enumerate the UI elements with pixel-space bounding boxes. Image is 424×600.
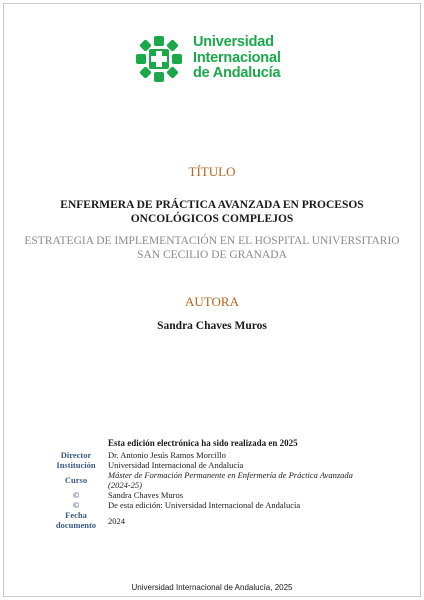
value-copyright-1: Sandra Chaves Muros: [108, 490, 184, 500]
author-name: Sandra Chaves Muros: [157, 320, 267, 332]
thesis-title: [0, 198, 424, 226]
logo-line-3: de Andalucía: [193, 65, 281, 81]
author-heading: AUTORA: [185, 294, 239, 309]
university-logo: [133, 33, 293, 83]
metadata-values: [108, 450, 353, 526]
value-institution: Universidad Internacional de Andalucía: [108, 460, 244, 470]
label-copyright-2: ©: [72, 500, 80, 510]
logo-line-1: Universidad: [193, 34, 274, 50]
logo-line-2: Internacional: [193, 49, 281, 66]
title-heading: TÍTULO: [188, 164, 236, 179]
thesis-subtitle-line-2: SAN CECILIO DE GRANADA: [137, 249, 287, 261]
logo-text: [193, 35, 281, 82]
university-emblem-icon: [133, 33, 185, 85]
page-footer: Universidad Internacional de Andalucía, 2025: [131, 583, 293, 592]
thesis-title-line-1: ENFERMERA DE PRÁCTICA AVANZADA EN PROCESOS: [60, 199, 364, 211]
label-institution: Institución: [56, 460, 96, 470]
label-copyright-1: ©: [72, 490, 80, 500]
label-date-2: documento: [55, 520, 97, 530]
thesis-title-line-2: ONCOLÓGICOS COMPLEJOS: [130, 213, 294, 225]
label-director: Director: [60, 450, 92, 460]
value-director: Dr. Antonio Jesús Ramos Morcillo: [108, 450, 226, 460]
metadata-labels: [50, 450, 102, 530]
thesis-subtitle: [0, 234, 424, 262]
value-date: 2024: [108, 516, 125, 526]
value-copyright-2: De esta edición: Universidad Internacional de Andalucía: [108, 500, 301, 510]
value-course-line-1: Máster de Formación Permanente en Enfermería de Práctica Avanzada: [108, 470, 353, 480]
thesis-subtitle-line-1: ESTRATEGIA DE IMPLEMENTACIÓN EN EL HOSPITAL UNIVERSITARIO: [24, 235, 400, 247]
label-date-1: Fecha: [65, 510, 87, 520]
edition-note: Esta edición electrónica ha sido realizada en 2025: [108, 438, 298, 448]
value-course-line-2: (2024-25): [108, 480, 142, 490]
label-course: Curso: [64, 475, 88, 485]
